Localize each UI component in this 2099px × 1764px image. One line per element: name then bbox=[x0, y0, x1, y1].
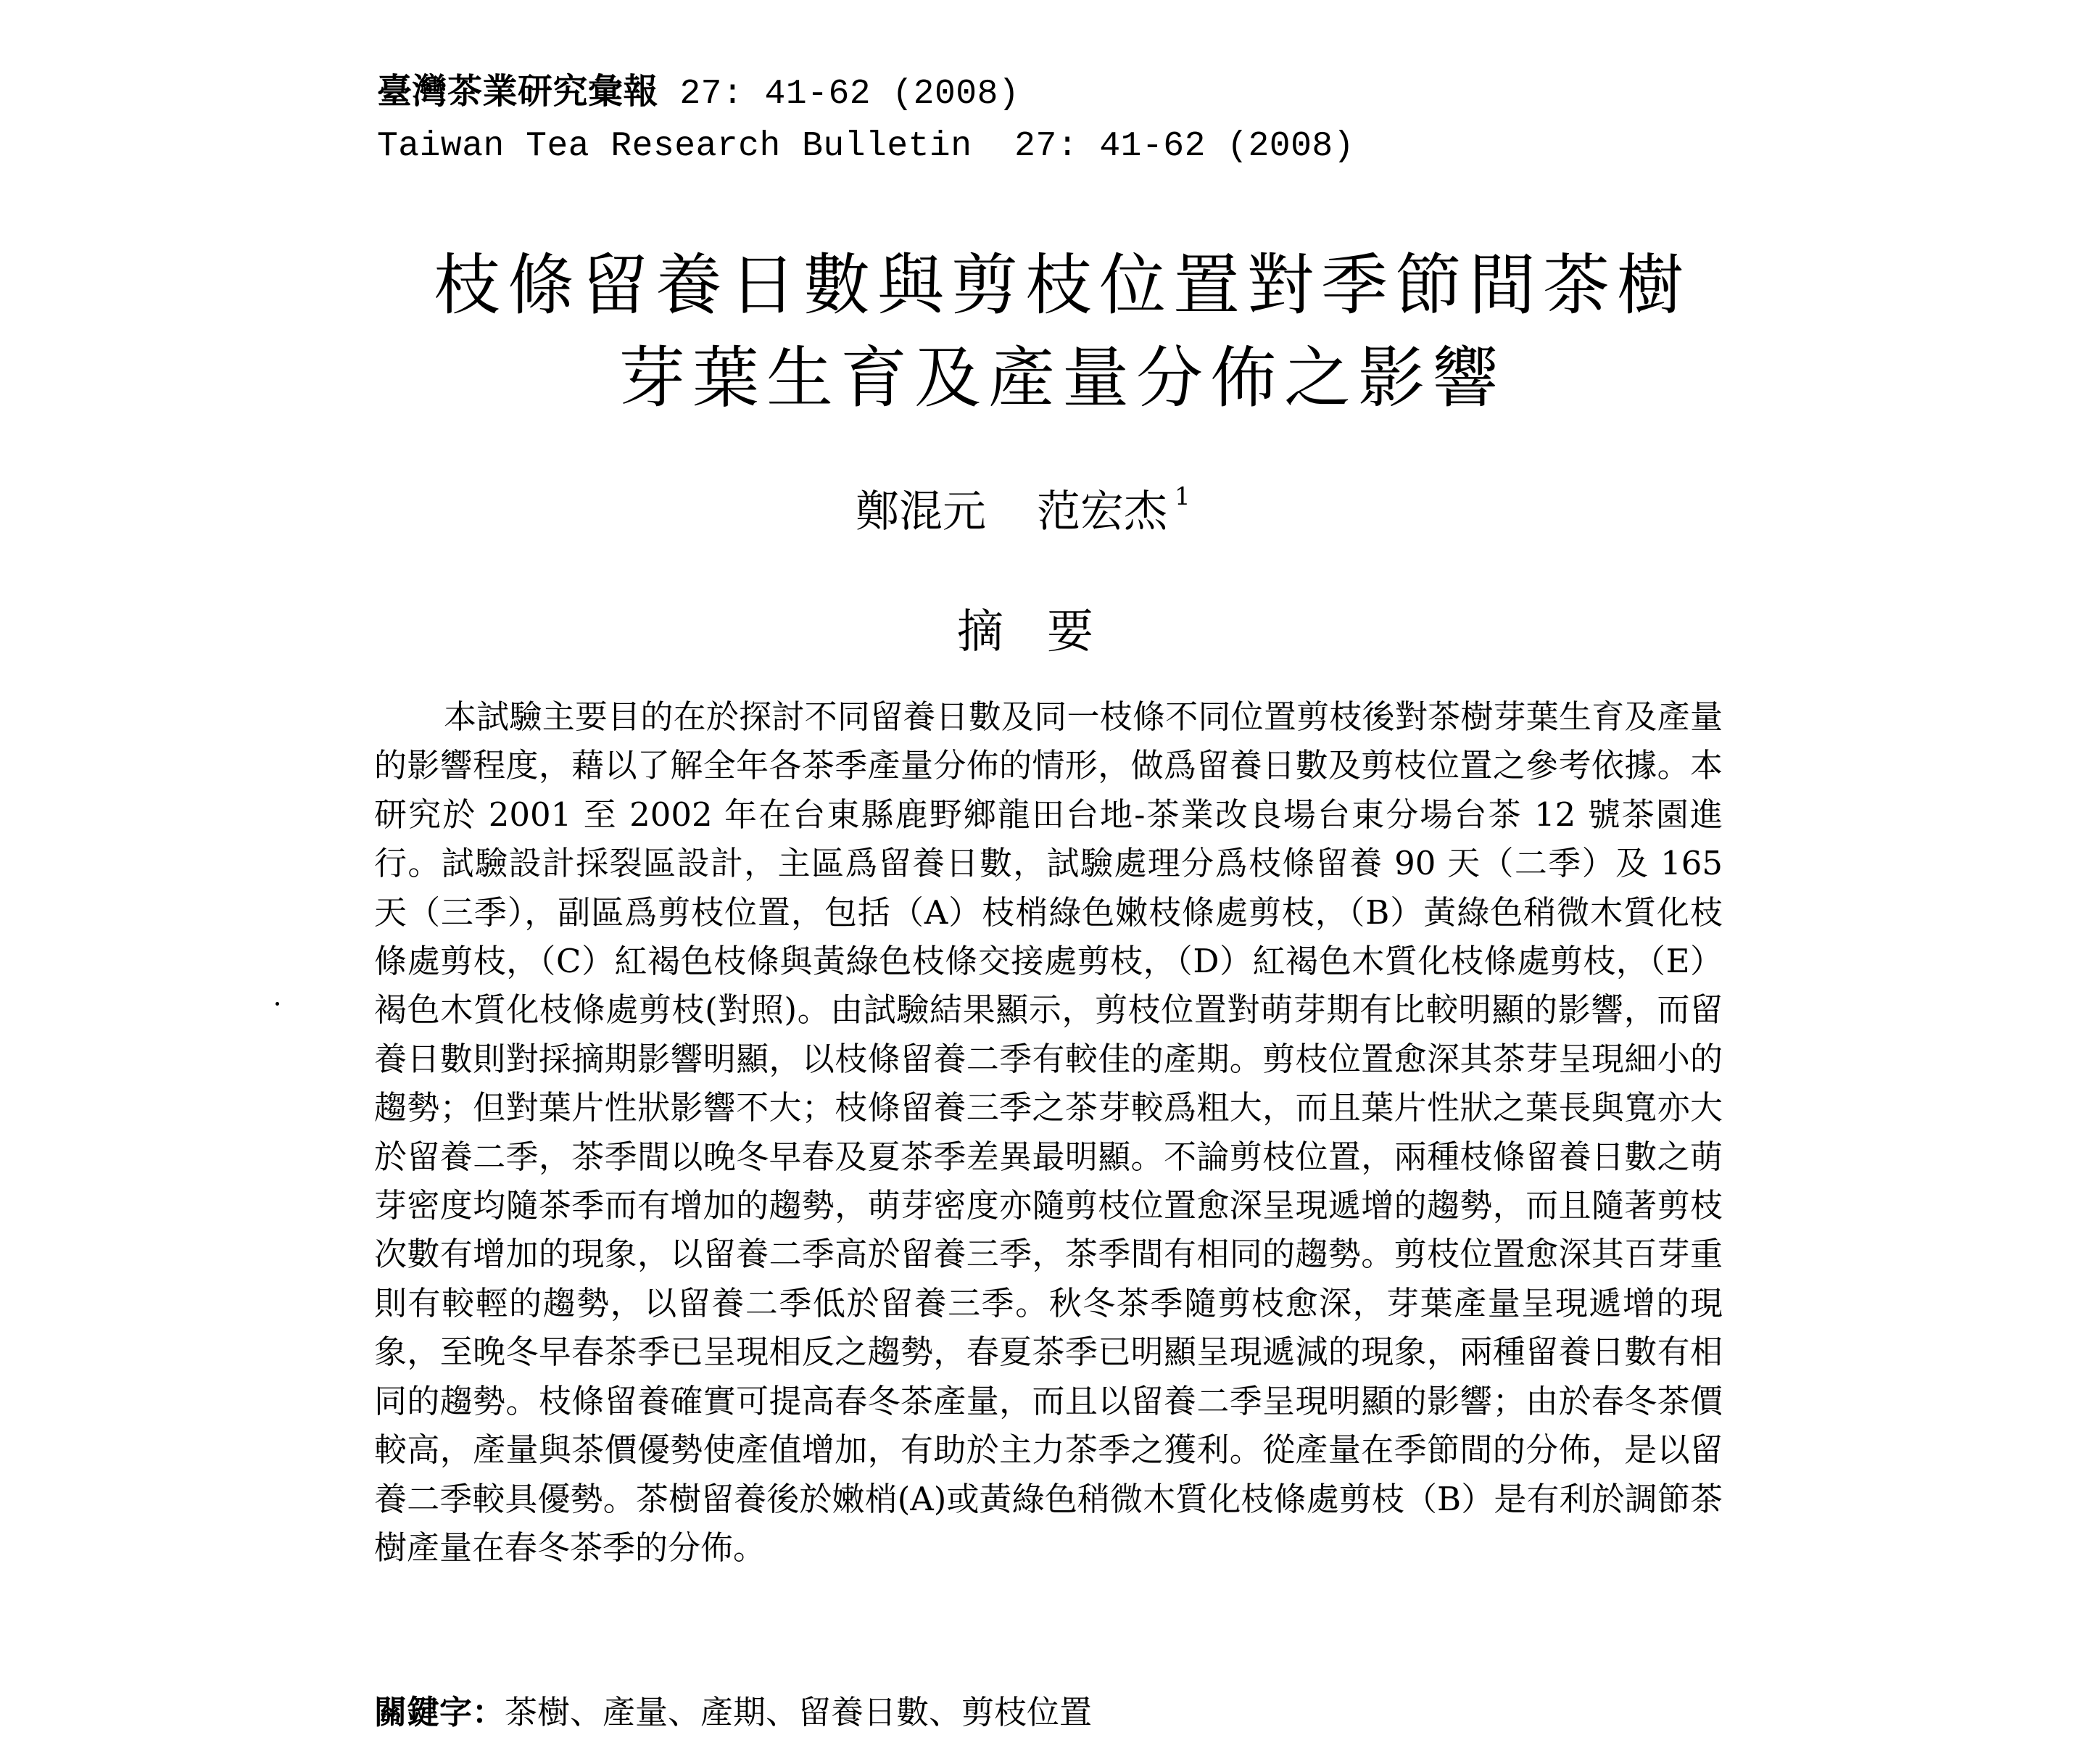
paper-title bbox=[319, 239, 1805, 425]
affiliation-superscript: 1 bbox=[1175, 482, 1191, 511]
abstract-body: 本試驗主要目的在於探討不同留養日數及同一枝條不同位置剪枝後對茶樹芽葉生育及產量的影響程度，藉以了解全年各茶季產量分佈的情形，做爲留養日數及剪枝位置之參考依據。本研究於 2001 至 2002 年在台東縣鹿野鄉龍田台地-茶業改良場台東分場台茶 12 號茶園進行。試驗設計採裂區設計，主區爲留養日數，試驗處理分爲枝條留養 90 天（二季）及 165 天（三季），副區爲剪枝位置，包括（A）枝梢綠色嫩枝條處剪枝，（B）黃綠色稍微木質化枝條處剪枝，（C）紅褐色枝條與黃綠色枝條交接處剪枝，（D）紅褐色木質化枝條處剪枝，（E）褐色木質化枝條處剪枝(對照)。由試驗結果顯示，剪枝位置對萌芽期有比較明顯的影響，而留養日數則對採摘期影響明顯，以枝條留養二季有較佳的產期。剪枝位置愈深其茶芽呈現細小的趨勢；但對葉片性狀影響不大；枝條留養三季之茶芽較爲粗大，而且葉片性狀之葉長與寬亦大於留養二季，茶季間以晚冬早春及夏茶季差異最明顯。不論剪枝位置，兩種枝條留養日數之萌芽密度均隨茶季而有增加的趨勢，萌芽密度亦隨剪枝位置愈深呈現遞增的趨勢，而且隨著剪枝次數有增加的現象，以留養二季高於留養三季，茶季間有相同的趨勢。剪枝位置愈深其百芽重則有較輕的趨勢，以留養二季低於留養三季。秋冬茶季隨剪枝愈深，芽葉產量呈現遞增的現象，至晚冬早春茶季已呈現相反之趨勢，春夏茶季已明顯呈現遞減的現象，兩種留養日數有相同的趨勢。枝條留養確實可提高春冬茶產量，而且以留養二季呈現明顯的影響；由於春冬茶價較高，產量與茶價優勢使產值增加，有助於主力茶季之獲利。從產量在季節間的分佈，是以留養二季較具優勢。茶樹留養後於嫩梢(A)或黃綠色稍微木質化枝條處剪枝（B）是有利於調節茶樹產量在春冬茶季的分佈。 bbox=[374, 697, 1723, 1567]
journal-citation-cn bbox=[377, 65, 1354, 120]
keywords-label: 關鍵字： bbox=[374, 1693, 505, 1731]
author-name: 范宏杰 bbox=[1037, 486, 1167, 537]
title-line-2: 芽葉生育及產量分佈之影響 bbox=[618, 339, 1506, 417]
keywords-line bbox=[374, 1689, 1092, 1736]
journal-volume-pages: 27: 41-62 (2008) bbox=[679, 75, 1020, 114]
author-name: 鄭混元 bbox=[856, 486, 986, 537]
journal-header bbox=[377, 65, 1354, 173]
keywords-text: 茶樹、產量、產期、留養日數、剪枝位置 bbox=[505, 1693, 1093, 1731]
journal-name-cn: 臺灣茶業研究彙報 bbox=[377, 71, 659, 112]
abstract-heading: 摘要 bbox=[957, 605, 1137, 659]
stray-mark bbox=[276, 1002, 279, 1006]
title-line-1: 枝條留養日數與剪枝位置對季節間茶樹 bbox=[433, 247, 1691, 324]
journal-citation-en: Taiwan Tea Research Bulletin 27: 41-62 (2008) bbox=[377, 127, 1355, 166]
author-list bbox=[856, 468, 1291, 541]
